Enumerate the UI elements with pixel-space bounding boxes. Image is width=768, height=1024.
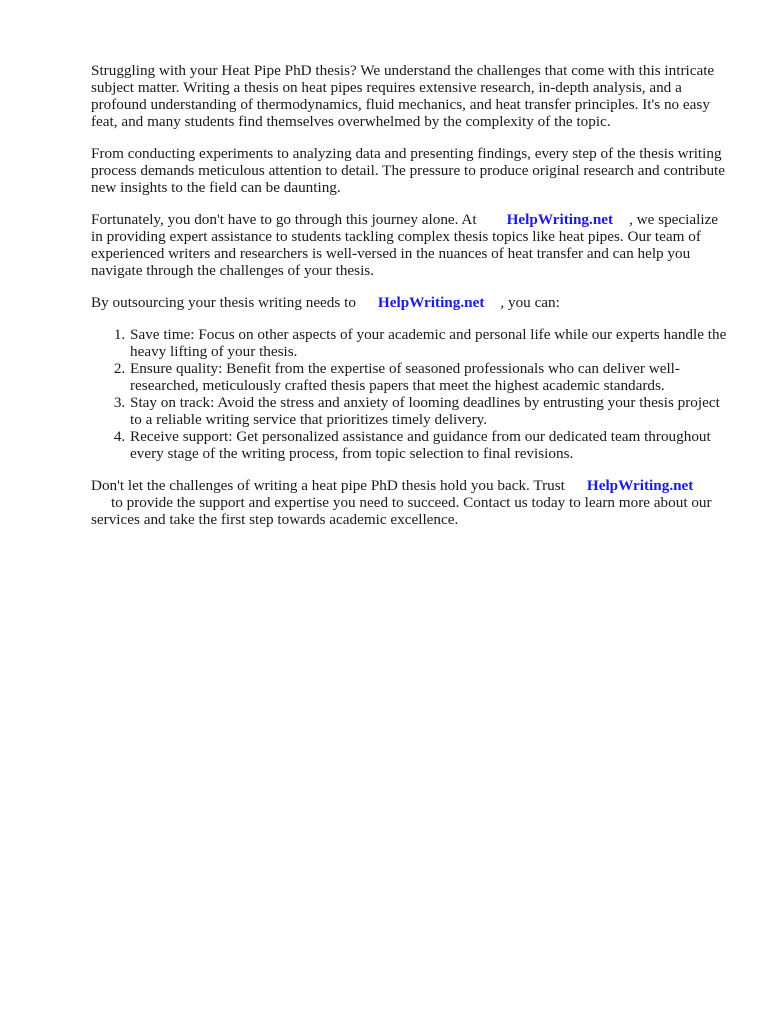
list-item: 1. Save time: Focus on other aspects of your academic and personal life while our experts handle the heavy lifting of your thesis. <box>129 326 731 360</box>
outsourcing-text-before: By outsourcing your thesis writing needs to <box>91 294 356 311</box>
assistance-paragraph <box>91 211 731 279</box>
helpwriting-link[interactable]: HelpWriting.net <box>586 477 694 494</box>
closing-text-before: Don't let the challenges of writing a heat pipe PhD thesis hold you back. Trust <box>91 477 565 494</box>
document-body <box>91 62 731 543</box>
helpwriting-link[interactable]: HelpWriting.net <box>506 211 614 228</box>
list-item: 2. Ensure quality: Benefit from the expertise of seasoned professionals who can deliver well-researched, meticulously crafted thesis papers that meet the highest academic standards. <box>129 360 731 394</box>
list-item: 4. Receive support: Get personalized assistance and guidance from our dedicated team throughout every stage of the writing process, from topic selection to final revisions. <box>129 428 731 462</box>
process-paragraph: From conducting experiments to analyzing data and presenting findings, every step of the thesis writing process demands meticulous attention to detail. The pressure to produce original research and contribute new insights to the field can be daunting. <box>91 145 726 196</box>
assistance-text-before: Fortunately, you don't have to go through this journey alone. At <box>91 211 477 228</box>
assistance-text-after: , we specialize in providing expert assistance to students tackling complex thesis topics like heat pipes. Our team of experienced writers and researchers is well-versed in the nuances of heat transfer and can help you navigate through the challenges of your thesis. <box>91 211 719 279</box>
closing-text-after: to provide the support and expertise you need to succeed. Contact us today to learn more about our services and take the first step towards academic excellence. <box>91 494 712 528</box>
outsourcing-text-after: , you can: <box>500 294 560 311</box>
outsourcing-paragraph <box>91 294 731 311</box>
helpwriting-link[interactable]: HelpWriting.net <box>377 294 485 311</box>
closing-paragraph <box>91 477 731 528</box>
list-item: 3. Stay on track: Avoid the stress and anxiety of looming deadlines by entrusting your thesis project to a reliable writing service that prioritizes timely delivery. <box>129 394 731 428</box>
benefits-list <box>91 326 731 462</box>
intro-paragraph: Struggling with your Heat Pipe PhD thesis? We understand the challenges that come with this intricate subject matter. Writing a thesis on heat pipes requires extensive research, in-depth analysis, and a profound understanding of thermodynamics, fluid mechanics, and heat transfer principles. It's no easy feat, and many students find themselves overwhelmed by the complexity of the topic. <box>91 62 715 130</box>
